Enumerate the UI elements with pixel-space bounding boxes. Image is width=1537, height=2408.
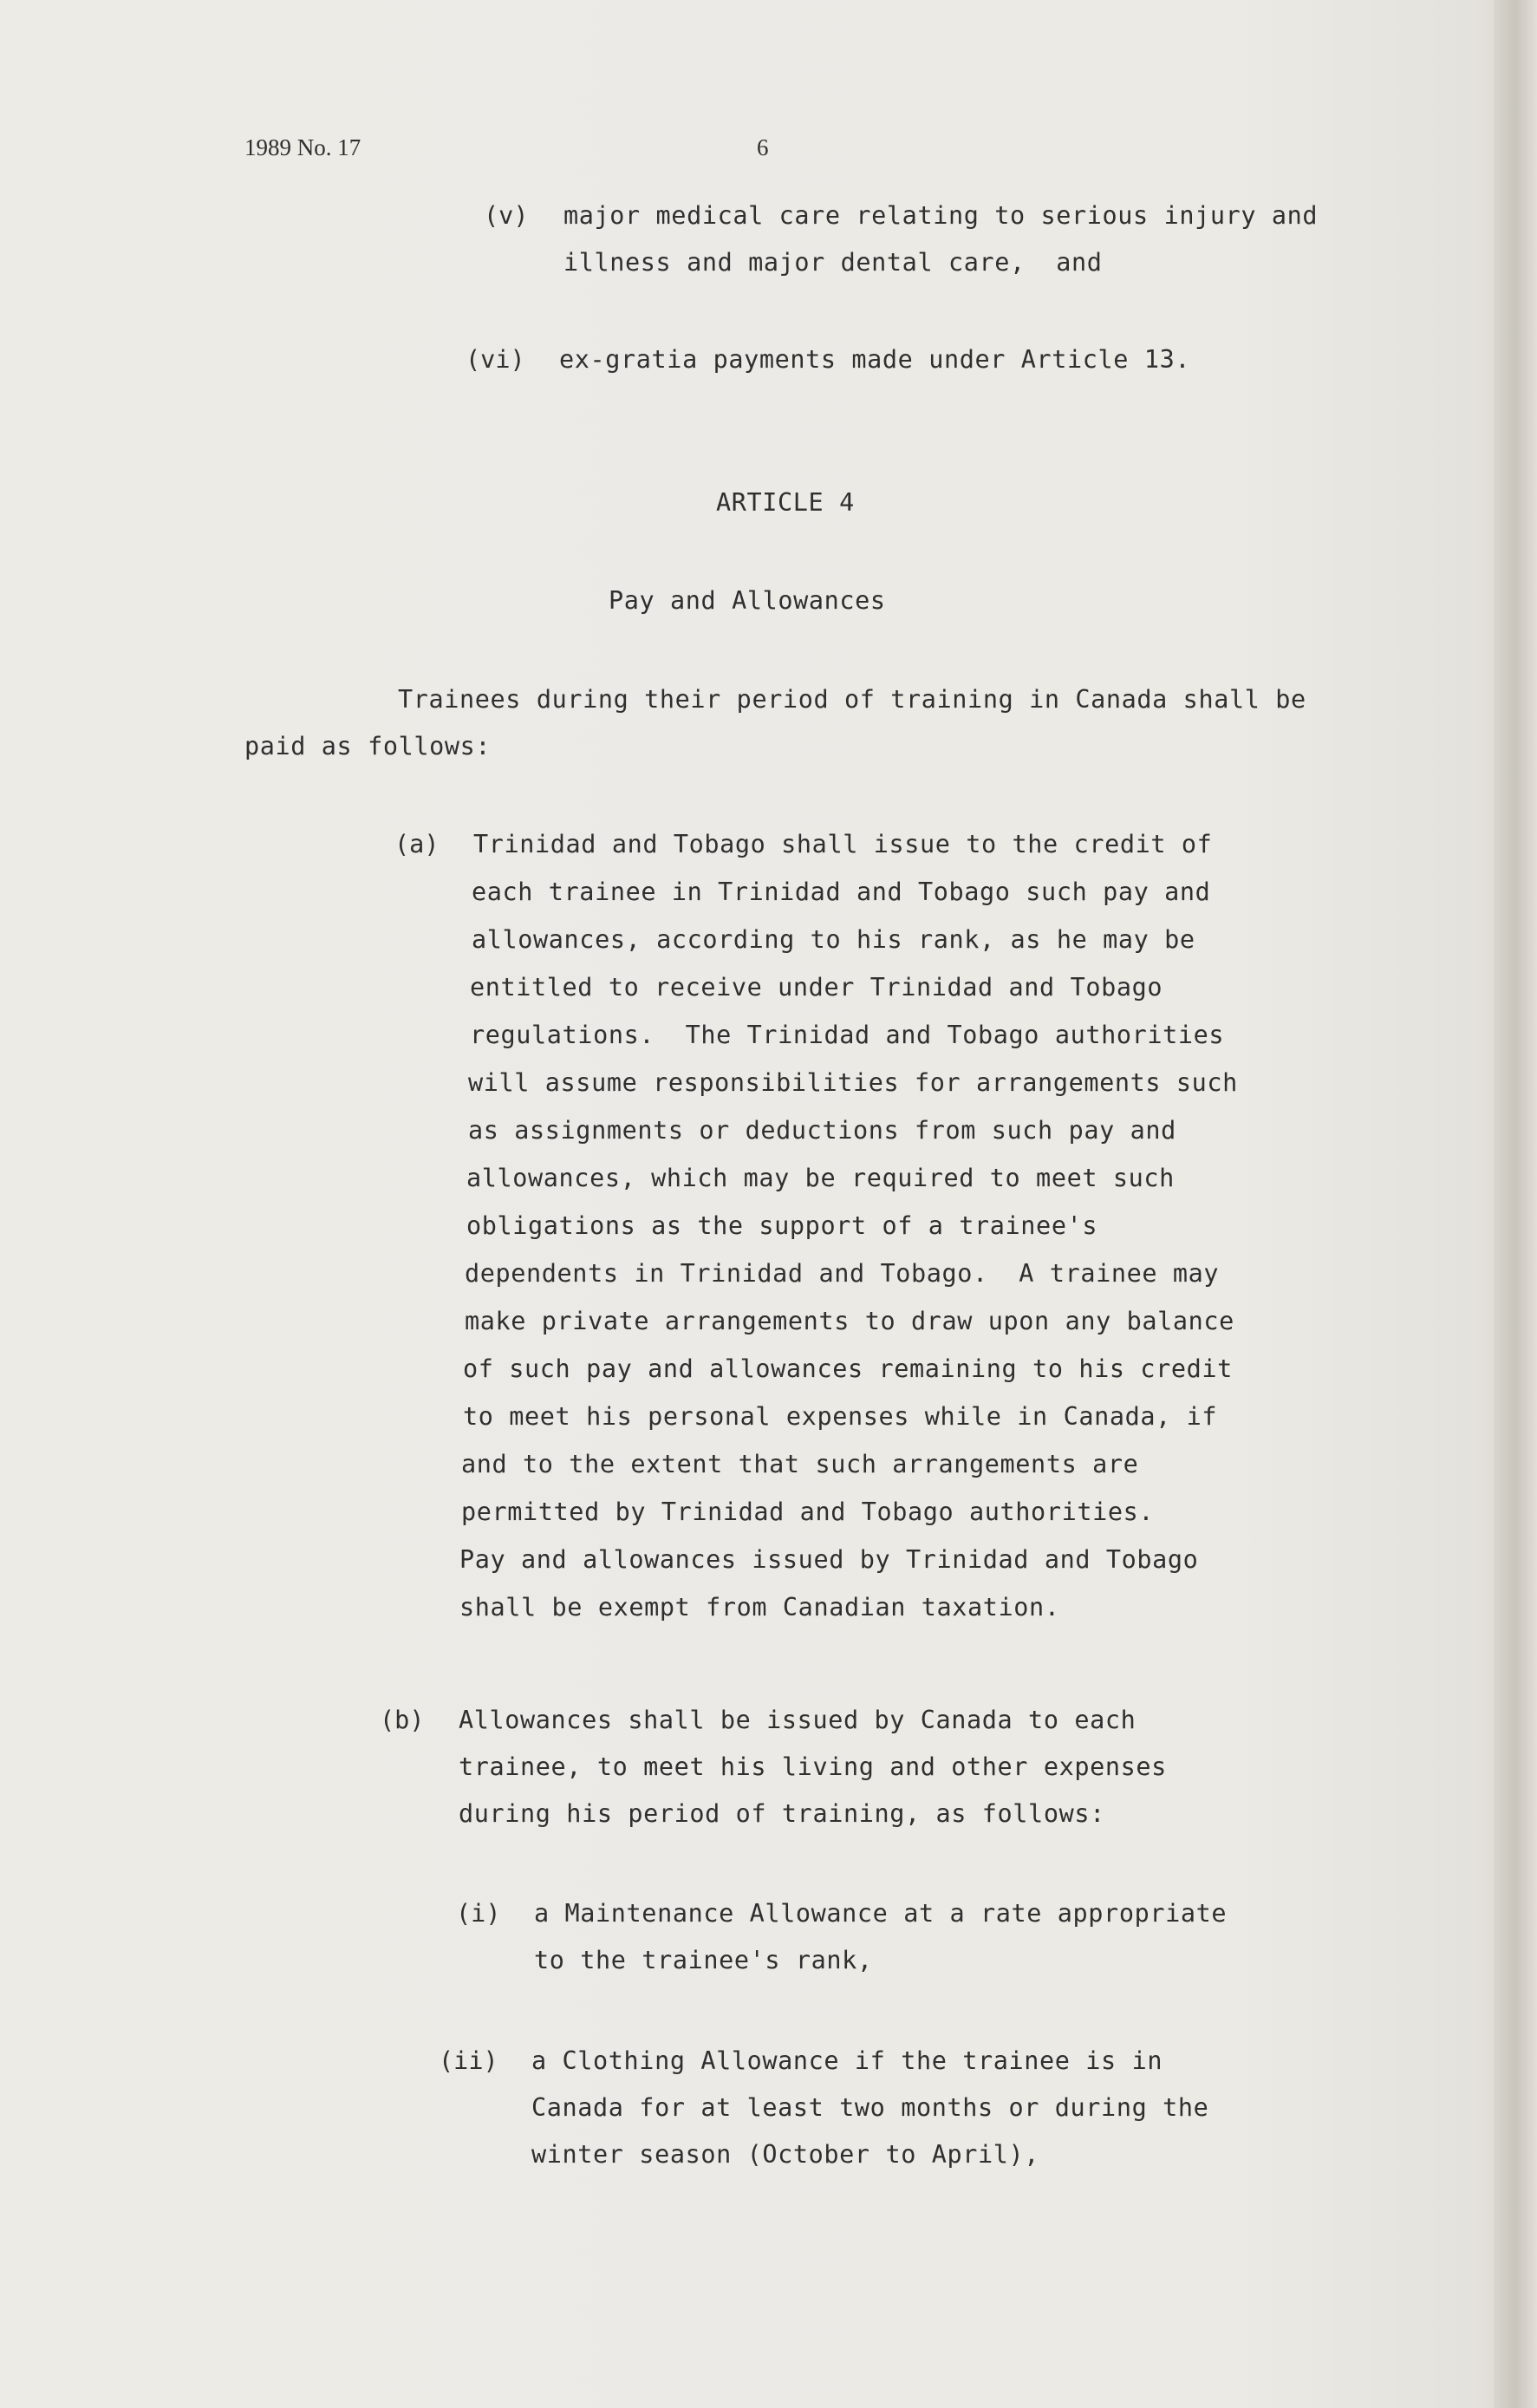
item-vi-label: (vi)	[466, 345, 525, 374]
item-a-line-9: obligations as the support of a trainee's	[466, 1211, 1098, 1240]
item-b-line-2: trainee, to meet his living and other expenses	[459, 1752, 1167, 1781]
item-a-label: (a)	[394, 830, 440, 858]
item-b-i-line-1: a Maintenance Allowance at a rate appropriate	[534, 1899, 1228, 1928]
item-b-ii-line-2: Canada for at least two months or during the	[531, 2093, 1209, 2122]
item-b-line-3: during his period of training, as follows:	[459, 1799, 1105, 1828]
item-a-line-15: permitted by Trinidad and Tobago authorities.	[461, 1498, 1155, 1526]
item-b-i-line-2: to the trainee's rank,	[534, 1946, 873, 1974]
header-year-number: 1989 No. 17	[244, 134, 361, 160]
intro-line-1: Trainees during their period of training in Canada shall be	[398, 685, 1306, 714]
item-a-line-10: dependents in Trinidad and Tobago. A trainee may	[465, 1259, 1220, 1288]
item-a-line-7: as assignments or deductions from such pay and	[468, 1116, 1176, 1145]
item-a-line-3: allowances, according to his rank, as he may be	[472, 925, 1195, 954]
item-b-ii-line-1: a Clothing Allowance if the trainee is in	[531, 2046, 1163, 2075]
item-a-line-11: make private arrangements to draw upon any balance	[465, 1307, 1234, 1335]
page-number: 6	[757, 134, 769, 160]
item-b-ii-line-3: winter season (October to April),	[531, 2140, 1040, 2169]
item-vi-text: ex-gratia payments made under Article 13.	[559, 345, 1191, 374]
item-a-line-17: shall be exempt from Canadian taxation.	[459, 1593, 1060, 1622]
item-v-label: (v)	[484, 201, 529, 230]
item-a-line-14: and to the extent that such arrangements are	[461, 1450, 1139, 1478]
item-b-label: (b)	[380, 1706, 425, 1734]
item-a-line-2: each trainee in Trinidad and Tobago such pay and	[472, 878, 1211, 906]
item-a-line-4: entitled to receive under Trinidad and Tobago	[470, 973, 1163, 1002]
item-b-ii-label: (ii)	[439, 2046, 498, 2075]
page-binding-edge	[1494, 0, 1537, 2408]
item-a-line-6: will assume responsibilities for arrangements such	[468, 1068, 1238, 1097]
item-a-line-12: of such pay and allowances remaining to his credit	[463, 1354, 1233, 1383]
item-a-line-13: to meet his personal expenses while in Canada, if	[463, 1402, 1218, 1431]
item-a-line-1: Trinidad and Tobago shall issue to the credit of	[473, 830, 1213, 858]
item-v-line-2: illness and major dental care, and	[563, 248, 1103, 277]
item-a-line-5: regulations. The Trinidad and Tobago authorities	[470, 1021, 1225, 1049]
intro-line-2: paid as follows:	[244, 732, 492, 760]
item-a-line-8: allowances, which may be required to meet such	[466, 1164, 1175, 1192]
article-heading: Pay and Allowances	[609, 586, 886, 615]
item-v-line-1: major medical care relating to serious injury and	[563, 201, 1319, 230]
item-a-line-16: Pay and allowances issued by Trinidad and Tobago	[459, 1545, 1199, 1574]
article-number: ARTICLE 4	[716, 488, 855, 517]
item-b-i-label: (i)	[456, 1899, 501, 1928]
item-b-line-1: Allowances shall be issued by Canada to each	[459, 1706, 1136, 1734]
